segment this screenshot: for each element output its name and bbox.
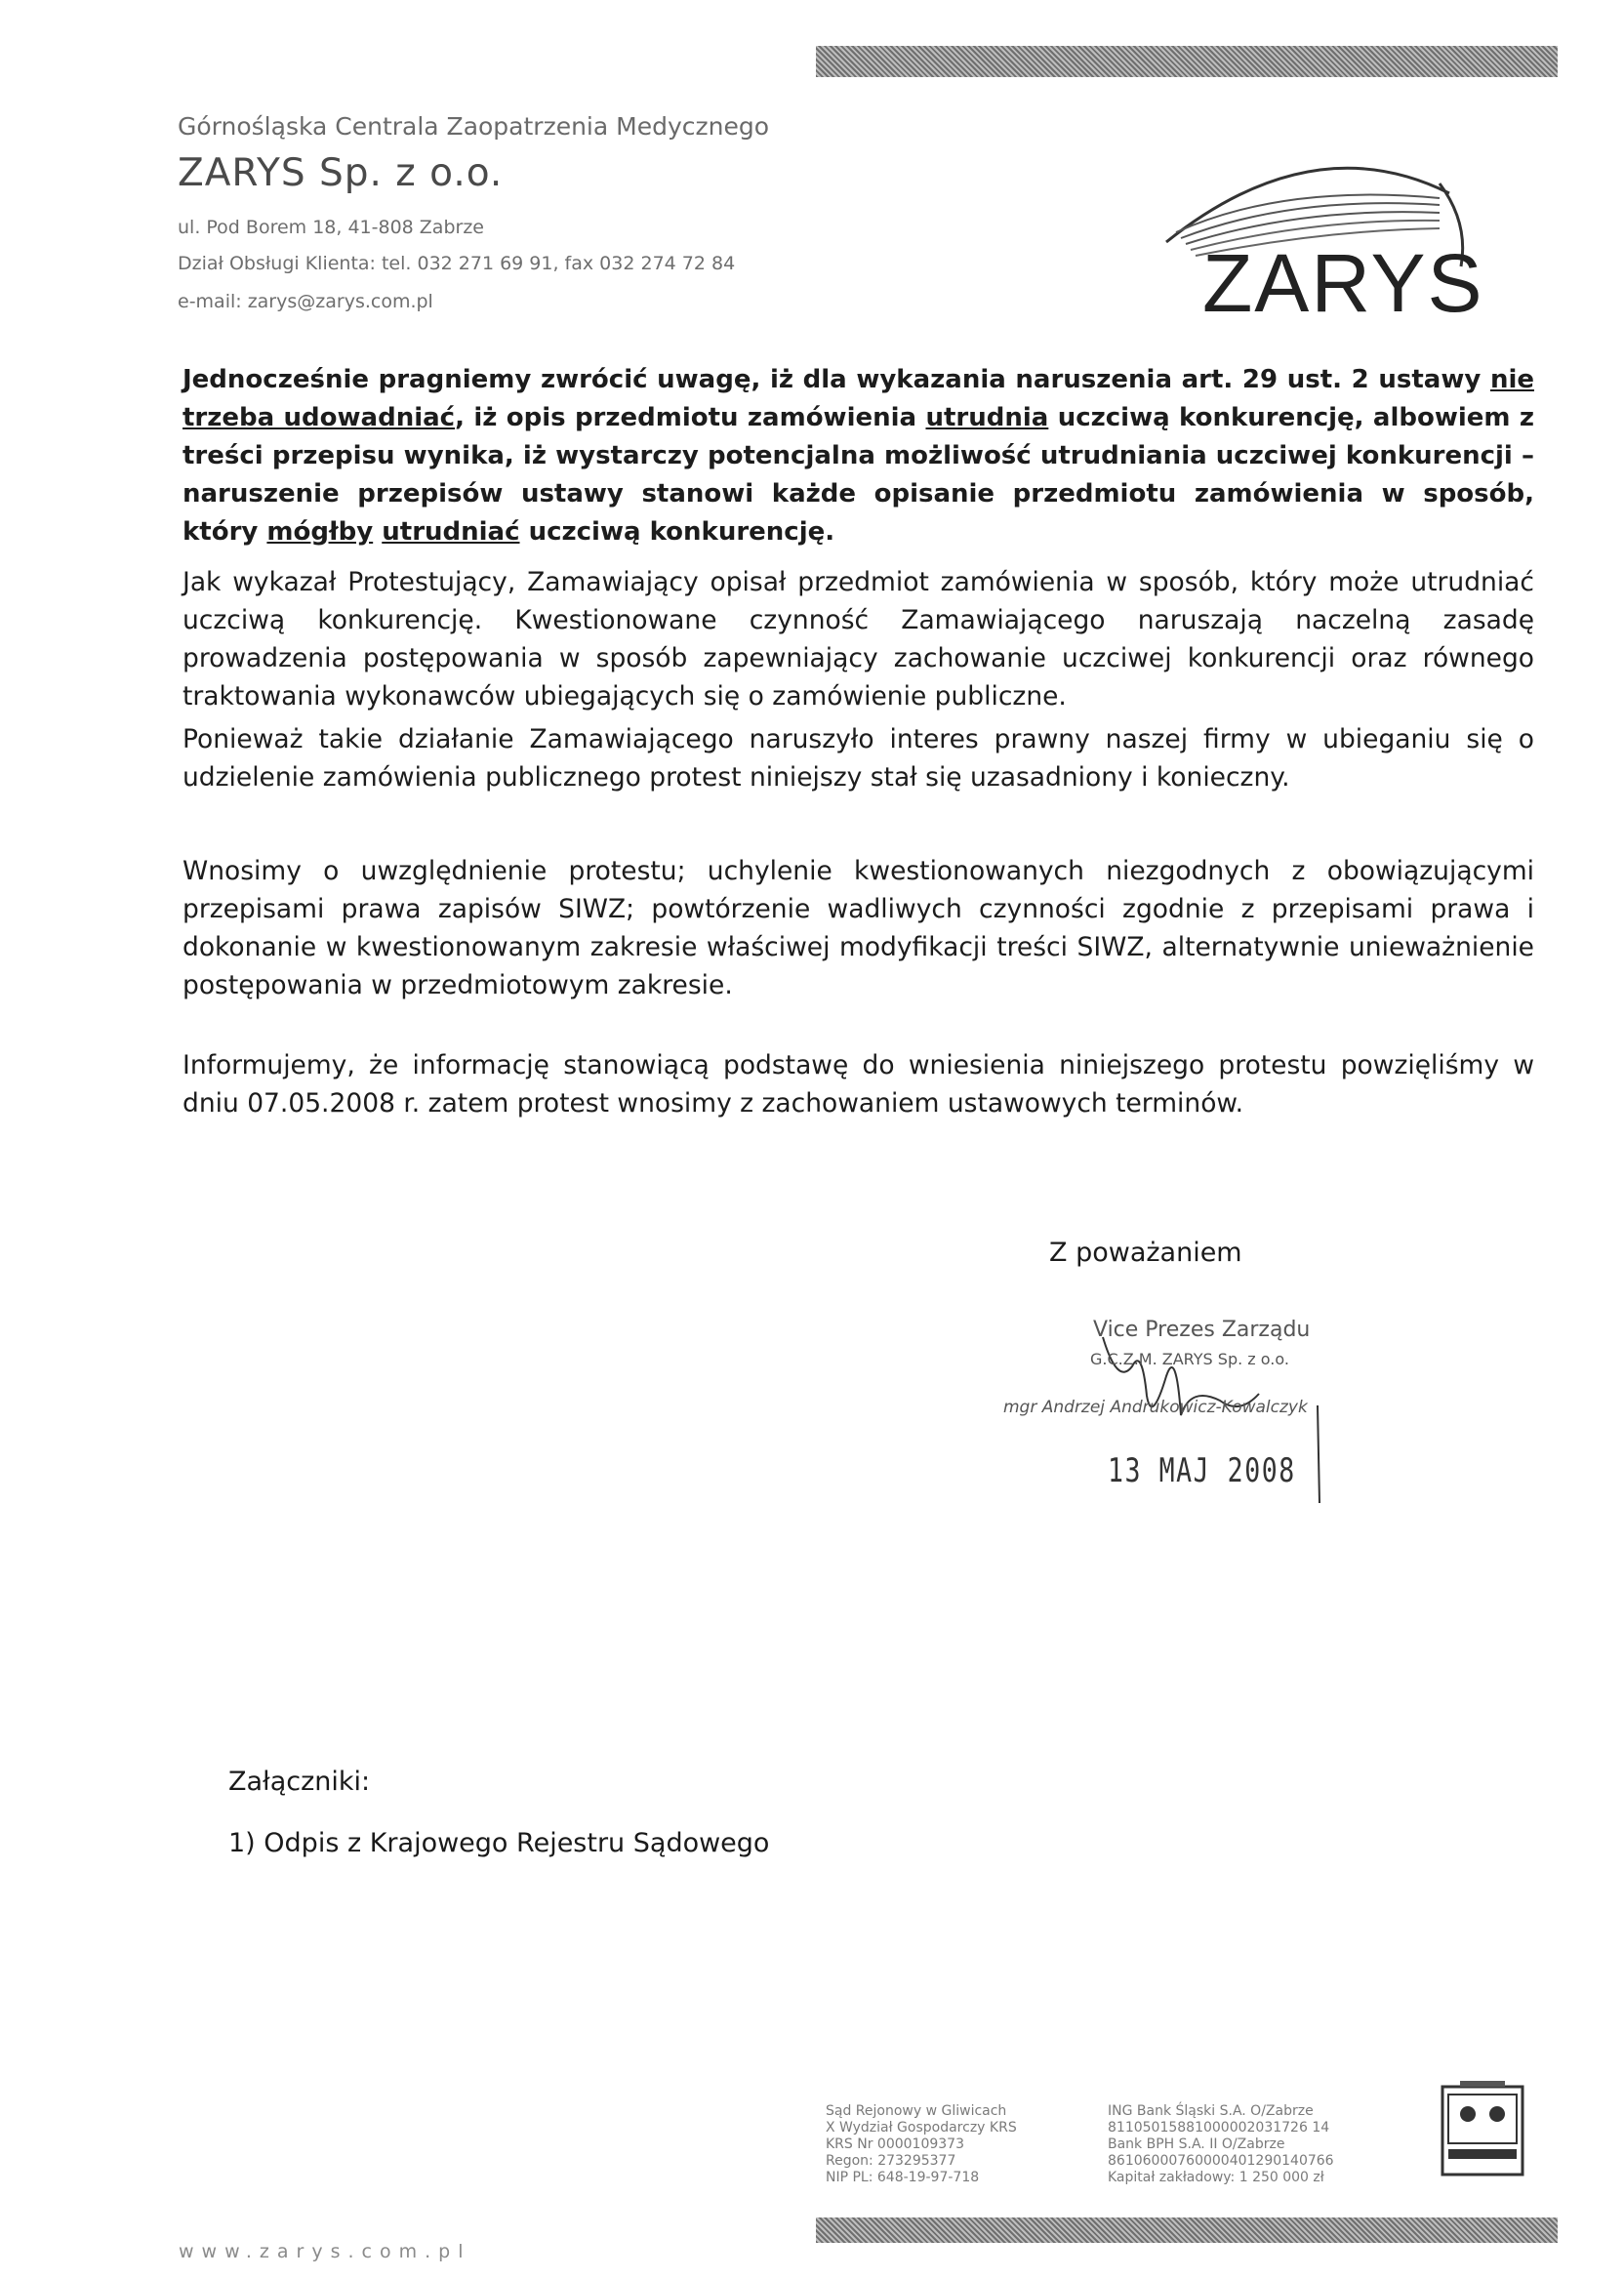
p1-text-3: uczciwą konkurencję, albowiem z treści przepisu wynika, iż wystarczy potencjalna możliwość utrudniania uczciwej konkurencji – naruszenie przepisów ustawy stanowi każde opisanie przedmiotu zamówienia w sposób, który <box>183 403 1535 547</box>
paragraph-protest-argument: Jak wykazał Protestujący, Zamawiający opisał przedmiot zamówienia w sposób, który może utrudniać uczciwą konkurencję. Kwestionowane czynność Zamawiającego naruszają naczelną zasadę prowadzenia postępowania w sposób zapewniający zachowanie uczciwej konkurencji oraz równego traktowania wykonawców ubiegających się o zamówienie publiczne. <box>183 567 1534 712</box>
closing-salutation: Z poważaniem <box>1049 1238 1242 1268</box>
footer-line: Kapitał zakładowy: 1 250 000 zł <box>1108 2170 1324 2185</box>
p1-text-5: uczciwą konkurencję. <box>519 517 835 547</box>
header-contact: Dział Obsługi Klienta: tel. 032 271 69 91, fax 032 274 72 84 <box>178 253 736 274</box>
footer-line: X Wydział Gospodarczy KRS <box>826 2120 1017 2136</box>
top-decorative-bar <box>816 46 1558 77</box>
footer-line: 81105015881000002031726 14 <box>1108 2120 1330 2136</box>
attachments-heading: Załączniki: <box>228 1767 371 1797</box>
footer-line: Bank BPH S.A. II O/Zabrze <box>1108 2136 1285 2152</box>
p1-underline-4: utrudniać <box>382 517 520 547</box>
signer-company: G.C.Z.M. ZARYS Sp. z o.o. <box>1090 1350 1289 1368</box>
footer-line: Regon: 273295377 <box>826 2153 956 2169</box>
paragraph-legal-interest: Ponieważ takie działanie Zamawiającego naruszyło interes prawny naszej firmy w ubieganiu się o udzielenie zamówienia publicznego protest niniejszy stał się uzasadniony i konieczny. <box>183 724 1534 793</box>
certificate-emblem-icon <box>1441 2079 1524 2180</box>
p1-underline-3: mógłby <box>266 517 374 547</box>
p1-underline-1: nie trzeba udowadniać <box>183 365 1534 432</box>
footer-line: Sąd Rejonowy w Gliwicach <box>826 2103 1007 2119</box>
footer-line: 86106000760000401290140766 <box>1108 2153 1334 2169</box>
paragraph-deadline-info: Informujemy, że informację stanowiącą podstawę do wniesienia niniejszego protestu powzięliśmy w dniu 07.05.2008 r. zatem protest wnosimy z zachowaniem ustawowych terminów. <box>183 1050 1534 1119</box>
signer-title: Vice Prezes Zarządu <box>1093 1318 1311 1342</box>
paragraph-request: Wnosimy o uwzględnienie protestu; uchylenie kwestionowanych niezgodnych z obowiązującymi przepisami prawa zapisów SIWZ; powtórzenie wadliwych czynności zgodnie z przepisami prawa i dokonanie w kwestionowanym zakresie właściwej modyfikacji treści SIWZ, alternatywnie unieważnienie postępowania w przedmiotowym zakresie. <box>183 856 1534 1000</box>
header-company-name: ZARYS Sp. z o.o. <box>178 151 504 195</box>
header-address: ul. Pod Borem 18, 41-808 Zabrze <box>178 217 484 238</box>
p1-text-2: , iż opis przedmiotu zamówienia <box>455 403 926 432</box>
bottom-decorative-bar <box>816 2217 1558 2243</box>
header-organization: Górnośląska Centrala Zaopatrzenia Medycznego <box>178 112 770 141</box>
signer-name: mgr Andrzej Andrukowicz-Kowalczyk <box>1003 1398 1308 1417</box>
footer-bank-info <box>1108 2103 1334 2186</box>
zarys-logo-text: ZARYS <box>1202 237 1484 329</box>
footer-website: www.zarys.com.pl <box>179 2241 471 2262</box>
footer-line: ING Bank Śląski S.A. O/Zabrze <box>1108 2103 1314 2119</box>
p1-text-1: Jednocześnie pragniemy zwrócić uwagę, iż dla wykazania naruszenia art. 29 ust. 2 ustawy <box>183 365 1490 394</box>
footer-line: KRS Nr 0000109373 <box>826 2136 964 2152</box>
footer-court-info <box>826 2103 1017 2186</box>
date-stamp: 13 MAJ 2008 <box>1108 1451 1296 1490</box>
p1-text-4 <box>373 517 382 547</box>
paragraph-bold-notice <box>183 361 1534 551</box>
footer-line: NIP PL: 648-19-97-718 <box>826 2170 980 2185</box>
attachment-item: 1) Odpis z Krajowego Rejestru Sądowego <box>228 1828 770 1858</box>
header-email: e-mail: zarys@zarys.com.pl <box>178 291 433 312</box>
p1-underline-2: utrudnia <box>925 403 1049 432</box>
